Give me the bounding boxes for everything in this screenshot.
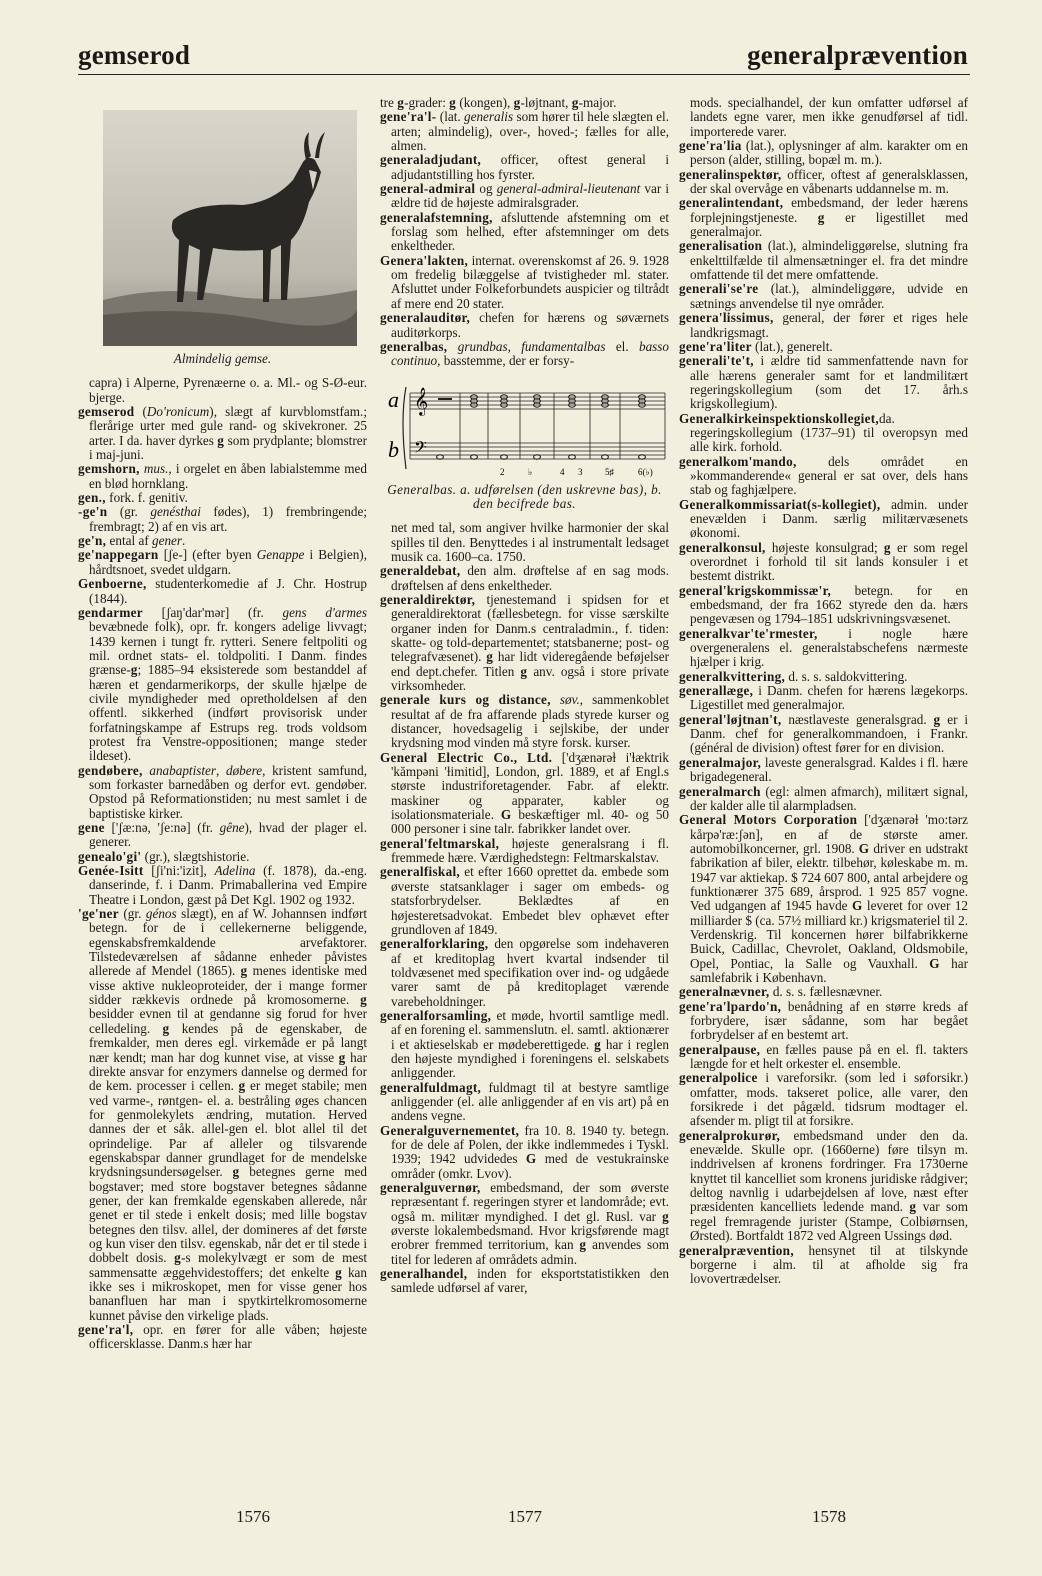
headword: generalmarch (679, 783, 761, 799)
headword: gene'ra'lia (679, 138, 742, 154)
headword: g (338, 1049, 346, 1065)
headword: generalinspektør, (679, 166, 782, 182)
headword: genera'lissimus, (679, 310, 774, 326)
dictionary-entry: gene'ra'liter (lat.), generelt. (679, 338, 833, 354)
dictionary-entry: general'løjtnan't, næstlaveste generalsgrad. g er i Danm. chef for generalkommandoen, i Frankr. (général de division) oftest fører for en division. (679, 711, 968, 756)
entry-list (78, 376, 367, 1351)
headword: g (662, 1208, 669, 1224)
bass-figure: 6(♭) (638, 466, 653, 477)
bass-figure: ♭ (528, 466, 533, 477)
headword: g (571, 95, 579, 110)
headword: generallæge, (679, 683, 754, 699)
bass-note (639, 454, 646, 458)
dictionary-entry: generali'te't, i ældre tid sammenfattende navn for alle hærens generaler samt for et landmilitært regeringskollegium (som det 17. årh.s krigskollegium). (679, 353, 968, 412)
bass-note (471, 454, 478, 458)
dictionary-entry: generalkonsul, højeste konsulgrad; g er som regel overordnet i forhold til sit lands konsuler i et bestemt distrikt. (679, 539, 968, 584)
headword: g (817, 209, 825, 225)
headword: generalkom'mando, (679, 453, 797, 469)
header-rule (78, 74, 970, 75)
headword: g (520, 663, 528, 679)
running-head-first-word: gemserod (78, 40, 191, 70)
dictionary-entry: generalprævention, hensynet til at tilskynde borgerne i alm. til at afholde sig fra lovovertrædelser. (679, 1242, 968, 1287)
headword: g (240, 963, 248, 979)
dictionary-entry: generalinspektør, officer, oftest af generalsklassen, der skal overvåge en våbenarts uddannelse m. m. (679, 166, 968, 197)
italic-term: generalis (464, 109, 514, 125)
italic-term: gener (152, 533, 183, 549)
dictionary-entry: -ge'n (gr. genésthai fødes), 1) frembringende; frembragt; 2) af en vis art. (78, 504, 367, 534)
headword: generalintendant, (679, 195, 784, 211)
dictionary-entry: generalhandel, inden for eksportstatistikken den samlede udførsel af varer, (380, 1266, 669, 1296)
headword: generalfuldmagt, (380, 1079, 482, 1095)
dictionary-entry: generalmarch (egl: almen afmarch), militært signal, der kalder alle til alarmpladsen. (679, 783, 968, 813)
page-number: 1578 (812, 1507, 846, 1526)
dictionary-entry: gemserod (Do'ronicum), slægt af kurvblomstfam.; flerårige urter med gule rand- og skivekroner. 25 arter. I da. haver dyrkes g som prydplante; blomstrer i maj-juni. (78, 404, 367, 463)
dictionary-entry: gendøbere, anabaptister, døbere, kristent samfund, som forkaster barnedåben og derfor evt. gendøber. Opstod på Reformationstiden; nu mest samlet i de baptistiske kirker. (78, 762, 368, 821)
headword: G (500, 807, 512, 823)
dictionary-entry: generalforklaring, den opgørelse som indehaveren af et kreditoplag hvert kvartal indsender til toldvæsenet med specifikation over ind- og udgåede varer samt de på kreditoplaget værende varebeholdninger. (380, 936, 669, 1009)
bass-note (437, 454, 444, 458)
headword: ge'n, (78, 533, 107, 549)
headword: generalprokurør, (679, 1127, 781, 1143)
dictionary-entry: gene'ra'lpardo'n, benådning af en større kreds af forbrydere, især sådanne, som har begået forbrydelser af en bestemt art. (679, 998, 968, 1043)
chamois-photo (103, 110, 357, 346)
dictionary-entry: generalprokurør, embedsmand under den da. enevælde. Skulle opr. (1660erne) føre tilsyn m. inddrivelsen af kronens fordringer. Fra 1730erne knyttet til kancelliet som kronens juridiske rådgiver; deltog navnlig i udarbejdelsen af love, næst efter præsidenten kancelliets ledende mand. g var som regel fremragende jurister (Stampe, Colbiørnsen, Ørsted). Bortfaldt 1872 ved Algreen Ussings død. (679, 1127, 968, 1244)
dictionary-entry: generalforsamling, et møde, hvortil samtlige medl. af en forening el. sammenslutn. el. samtl. aktionærer i et aktieselskab er mødeberettigede. g har i reglen den højeste myndighed i foreningens el. selskabets anliggender. (380, 1007, 669, 1081)
headword: General Motors Corporation (679, 812, 858, 828)
dictionary-entry: genealo'gi' (gr.), slægtshistorie. (78, 848, 250, 864)
music-caption: Generalbas. a. udførelsen (den uskrevne bas), b. den becifrede bas. (387, 481, 662, 511)
dictionary-entry: genera'lissimus, general, der fører et riges hele landkrigsmagt. (679, 310, 968, 340)
dictionary-entry: generalafstemning, afsluttende afstemning om et forslag som helhed, efter afstemninger om dets enkeltheder. (380, 209, 669, 254)
dictionary-entry: generallæge, i Danm. chefen for hærens lægekorps. Ligestillet med generalmajor. (679, 683, 968, 713)
entry-continuation: mods. specialhandel, der kun omfatter udførsel af landets egne varer, men ikke genudførsel af tidl. importerede varer. (690, 95, 968, 139)
headword: Genera'lakten, (380, 252, 469, 268)
headword: general'løjtnan't, (679, 711, 782, 727)
dictionary-entry: generalnævner, d. s. s. fællesnævner. (679, 984, 883, 1000)
headword: gemshorn, (78, 461, 140, 477)
headword: gene (78, 820, 105, 835)
dictionary-entry: Genboerne, studenterkomedie af J. Chr. Hostrup (1844). (78, 576, 367, 606)
bass-figure: 4 (560, 466, 565, 477)
italic-term: general-admiral-lieutenant (496, 181, 641, 197)
dictionary-entry: Genée-Isitt [ʃi'ni:'izit], Adelina (f. 1878), da.-eng. danserinde, f. i Danm. Primaballerina ved Empire Theatre i London, gæst på Det Kgl. 1902 og 1932. (78, 863, 367, 907)
dictionary-entry: General Electric Co., Ltd. ['dʒænərəɫ i'ɫæktrik 'kămpəni 'ɫimitid], London, grl. 1889, et af Engl.s største industriforetagender. Fabr. af elektr. maskiner og apparater, kabler og isolationsmateriale. G beskæftiger ml. 40- og 50 000 personer i sine talr. fabrikker landet over. (380, 749, 670, 837)
dictionary-entry: generalkvittering, d. s. s. saldokvittering. (679, 668, 908, 684)
italic-term: Adelina (214, 863, 256, 879)
dictionary-entry: general'feltmarskal, højeste generalsrang i fl. fremmede hære. Værdighedstegn: Feltmarskalstav. (380, 835, 669, 866)
headword: G (929, 955, 940, 971)
dictionary-entry: gen., fork. f. genitiv. (78, 490, 188, 506)
headword: Generalkommissariat(s-kollegiet), (679, 496, 881, 512)
entry-continuation: net med tal, som angiver hvilke harmonier der skal spilles til den. Benyttedes i al instrumentalt ledsaget musik ca. 1600–ca. 1750. (391, 520, 669, 564)
headword: generalafstemning, (380, 209, 493, 225)
page-number: 1577 (508, 1507, 542, 1526)
entry-list (380, 521, 669, 1296)
dictionary-entry: generalguvernør, embedsmand, der som øverste repræsentant f. regeringen styrer et landområde; evt. også m. militær myndighed. I det gl. Rusl. var g øverste lokalembedsmand. Hvor krigsførende magt erobrer fremmed territorium, kan g anvendes som titel for lederen af områdets admin. (380, 1180, 669, 1267)
dictionary-entry: generalpolice i vareforsikr. (som led i søforsikr.) omfatter, mods. takseret police, alle varer, den forsikrede i det pågæld. tidsrum modtager el. afsender m. pligt til at forsikre. (679, 1070, 968, 1129)
headword: g (217, 432, 225, 448)
dictionary-entry: generali'se're (lat.), almindeliggøre, udvide en sætnings anvendelse til nye områder. (679, 281, 968, 311)
headword: General Electric Co., Ltd. (380, 749, 553, 765)
dictionary-entry: Genera'lakten, internat. overenskomst af 26. 9. 1928 om fredelig bilæggelse af tvistigheder ml. stater. Afsluttet under Folkeforbundets auspicier og tiltrådt af mere end 20 stater. (380, 252, 669, 311)
headword: Generalguvernementet, (380, 1122, 520, 1138)
headword: gene'ra'lpardo'n, (679, 998, 782, 1014)
headword: g (335, 1264, 343, 1280)
bass-note (501, 454, 508, 458)
headword: g (883, 539, 891, 555)
dictionary-entry: General Motors Corporation ['dʒænərəɫ 'mo:tərz kårpə'ræ:ʃən], en af de største amer. automobilkoncerner, grl. 1908. G driver en udstrakt fabrikation af biler, elektr. tilbehør, køleskabe m. m. 1947 var aktiekap. $ 724 607 800, antal arbejdere og funktionærer 375 689, årsprod. 1 925 857 vogne. Ved udgangen af 1945 havde G leveret for over 12 milliarder $ (ca. 57½ milliard kr.) krigsmateriel til 2. Verdenskrig. Til koncernen hører bilfabrikkerne Buick, Cadillac, Chevrolet, Oakland, Oldsmobile, Opel, Pontiac, la Salle og Vauxhall. G har samlefabrik i København. (679, 812, 969, 985)
headword: generali'te't, (679, 353, 754, 369)
headword: generalpause, (679, 1041, 761, 1057)
column-3 (679, 96, 968, 1287)
dictionary-entry: Generalguvernementet, fra 10. 8. 1940 ty. betegn. for de dele af Polen, der ikke indlemmedes i Tyskl. 1939; 1942 udvidedes G med de vestukrainske områder (omkr. Lvov). (380, 1122, 669, 1181)
dictionary-entry: gene ['ʃæ:nə, 'ʃe:nə] (fr. gêne), hvad der plager el. generer. (78, 820, 367, 850)
headword: generalauditør, (380, 310, 471, 326)
dictionary-entry: general-admiral og general-admiral-lieutenant var i ældre tid de højeste admiralsgrader. (380, 181, 669, 211)
photo-caption: Almindelig gemse. (173, 351, 272, 366)
headword: generalhandel, (380, 1266, 468, 1282)
italic-term: gêne (219, 820, 245, 835)
running-head-last-word: generalprævention (747, 40, 968, 70)
dictionary-entry: generalfuldmagt, fuldmagt til at bestyre samtlige anliggender (el. alle anliggender af en vis art) på en andens vegne. (380, 1079, 669, 1124)
headword: generalforsamling, (380, 1007, 492, 1023)
dictionary-entry: gendarmer [ʃaŋ'dar'mər] (fr. gens d'armes bevæbnede folk), opr. fr. kongers adelige livvagt; 1439 kernen i tungt fr. rytteri. Senere feltpoliti og mil. ordnet stats- el. toldpoliti. I Danm. findes grænse-g; 1885–94 eksisterede som bestanddel af hæren et gendarmerikorps, der skulle hjælpe de civile myndigheder med opretholdelsen af den offentl. sikkerhed (indført provisorisk under forfatningskampe af Estrups reg. trods voldsom protest fra Venstre-oppositionen; mange steder ildeset). (78, 604, 367, 764)
headword: generalkvar'te'rmester, (679, 625, 818, 641)
headword: G (525, 1151, 537, 1167)
headword: generaladjudant, (380, 152, 482, 168)
dictionary-entry: generalkvar'te'rmester, i nogle hære overgeneralens el. generalstabschefens nærmeste hjælper i krig. (679, 625, 968, 670)
italic-term: Genappe (256, 547, 305, 563)
headword: g (360, 992, 367, 1008)
headword: ge'nappegarn (78, 547, 159, 563)
dictionary-entry: generaldebat, den alm. drøftelse af en sag mods. drøftelsen af dens enkeltheder. (380, 563, 669, 593)
headword: gene'ra'liter (679, 338, 752, 354)
headword: G (858, 840, 870, 856)
headword: -ge'n (78, 504, 108, 520)
headword: gemserod (78, 404, 135, 420)
headword: generaldebat, (380, 563, 461, 579)
dictionary-entry: generaldirektør, tjenestemand i spidsen for et generaldirektorat (fællesbetegn. for visse særskilte organer inden for Danm.s centraladmin., f. tiden: skatte- og told-departementet; statsbanerne; post- og telegrafvæsenet). g har lidt videregående beføjelser end dept.chefer. Titlen g anv. også i store private virksomheder. (380, 591, 669, 693)
headword: Genée-Isitt (78, 863, 144, 879)
headword: generalbas, (380, 338, 448, 354)
italic-term: basso continuo (391, 338, 670, 369)
italic-term: genésthai (150, 504, 201, 520)
dictionary-entry: gemshorn, mus., i orgelet en åben labialstemme med en blød hornklang. (78, 461, 367, 491)
bass-clef-icon: 𝄢 (414, 436, 427, 461)
headword: g (513, 95, 521, 110)
dictionary-entry: generalmajor, laveste generalsgrad. Kaldes i fl. hære brigadegeneral. (679, 754, 968, 785)
dictionary-entry: gene'ra'lia (lat.), oplysninger af alm. karakter om en person (alder, stilling, bopæl m. m.). (679, 138, 968, 168)
dictionary-entry: generale kurs og distance, søv., sammenkoblet resultat af de fra affarende plads styrede kurser og distancer, hovedsagelig i sejlskibe, der under krydsning mod vinden må styre forsk. kurser. (380, 692, 669, 751)
headword: g (594, 1036, 602, 1052)
headword: g (579, 1237, 587, 1253)
bass-figure: 5♯ (605, 466, 614, 477)
italic-term: gens d'armes (282, 604, 367, 620)
dictionary-entry: gene'ra'l, opr. en fører for alle våben; højeste officersklasse. Danm.s hær har (78, 1322, 367, 1352)
italic-term: mus. (143, 461, 169, 477)
dictionary-entry: generalpause, en fælles pause på en el. fl. takters længde for et helt orkester el. ensemble. (679, 1041, 968, 1072)
dictionary-entry: gene'ra'l- (lat. generalis som hører til hele slægten el. arten; almindelig), over-, hoved-; fælles for alle, almen. (380, 109, 669, 154)
italic-term: grundbas (457, 338, 508, 354)
headword: generalnævner, (679, 984, 770, 1000)
bass-note (534, 454, 541, 458)
italic-term: anabaptister (149, 762, 217, 778)
headword: gene'ra'l, (78, 1322, 134, 1338)
headword: g (232, 1164, 240, 1180)
headword: g (174, 1250, 182, 1266)
entry-list (679, 96, 968, 1287)
dictionary-entry: 'ge'ner (gr. génos slægt), en af W. Johannsen indført betegn. for de i cellekernerne beliggende, egenskabsfremkaldende arvefaktorer. Tilstedeværelsen af sådanne enheder påvistes allerede af Mendel (1865). g menes identiske med visse aktive nukleoproteider, der i mange former sidder rækkevis ordnede på kromosomerne. g besidder evnen til at gendanne sig forud for hver celledeling. g kendes på de egenskaber, de fremkalder, men deres egl. virkemåde er på langt nær kendt; man har dog kunnet vise, at visse g har direkte ansvar for enzymers dannelse og dermed for de kem. processer i cellen. g er meget stabile; men ved varme-, røntgen- el. a. bestråling øges chancen for genmolekylets ændring, mutation. Herved dannes der et såk. allel-gen el. blot allel til det oprindelige. Par af alleler og tilsvarende egenskabspar danner grundlaget for de mendelske krydsningsundersøgelser. g betegnes gerne med bogstaver; med store bogstaver betegnes sådanne gener, der kan fremkalde egenskaben allerede, når genet er til stede i enkelt dosis; med lille bogstav betegnes den tilsv. allel, der domineres af det første og kun viser den tilsv. egenskab, når det er til stede i dobbelt dosis. g-s molekylvægt er som de mest sammensatte æggehvidestoffers; det enkelte g kan ikke ses i mikroskopet, men for visse gener hos bananfluen har man i spytkirtelkromosomerne kunnet påvise den virkelige plads. (78, 906, 367, 1323)
headword: generalguvernør, (380, 1180, 481, 1196)
dictionary-entry: generalfiskal, et efter 1660 oprettet da. embede som øverste statsanklager i sager om embeds- og statsforbrydelser. Beklædtes af en højesteretsadvokat. Embedet blev ophævet efter grundloven af 1849. (380, 864, 669, 937)
headword: g (130, 662, 138, 678)
headword: g (238, 1078, 246, 1094)
dictionary-entry: generaladjudant, officer, oftest general i adjudantstilling hos fyrster. (380, 152, 669, 182)
headword: generale kurs og distance, (380, 692, 551, 708)
headword: g (397, 95, 405, 110)
dictionary-entry: generalintendant, embedsmand, der leder hærens forplejningstjeneste. g er ligestillet med generalmajor. (679, 195, 968, 240)
headword: general-admiral (380, 181, 476, 197)
headword: g (486, 649, 494, 665)
headword: gendøbere, (78, 762, 143, 778)
staff-label-b: b (388, 436, 399, 462)
headword: gendarmer (78, 604, 143, 620)
headword: general'krigskommissæ'r, (679, 582, 832, 598)
headword: generali'se're (679, 281, 759, 297)
headword: generalfiskal, (380, 864, 461, 880)
headword: g (162, 1020, 170, 1036)
italic-term: fundamentalbas (521, 338, 606, 354)
headword: Genboerne, (78, 576, 147, 592)
headword: generalforklaring, (380, 936, 489, 952)
headword: 'ge'ner (78, 906, 119, 922)
italic-term: søv. (559, 692, 580, 708)
page-number: 1576 (236, 1507, 270, 1526)
italic-term: Do'ronicum (146, 404, 210, 420)
headword: gen., (78, 490, 106, 506)
treble-clef-icon: 𝄞 (414, 386, 429, 415)
entry-list (380, 96, 669, 369)
headword: genealo'gi' (78, 848, 142, 864)
headword: generalpolice (679, 1070, 758, 1086)
dictionary-entry: generalkom'mando, dels området en »kommanderende« general er sat over, dels hans stab og faghjælpere. (679, 453, 968, 498)
headword: g (449, 95, 457, 110)
staff-label-a: a (388, 386, 399, 412)
dictionary-entry: generalisation (lat.), almindeliggørelse, slutning fra enkelttilfælde til almensætninger el. fra det mindre omfattende til det mere omfattende. (679, 238, 968, 283)
bass-note (569, 454, 576, 458)
headword: g (933, 711, 941, 727)
dictionary-entry: ge'nappegarn [ʃe-] (efter byen Genappe i Belgien), hårdtsnoet, svedet uldgarn. (78, 547, 367, 577)
headword: generaldirektør, (380, 591, 476, 607)
headword: Generalkirkeinspektionskollegiet, (679, 410, 880, 426)
italic-term: génos (145, 906, 177, 922)
headword: generalkonsul, (679, 539, 766, 555)
headword: gene'ra'l- (380, 109, 437, 125)
entry-continuation: capra) i Alperne, Pyrenæerne o. a. Ml.- og S-Ø-eur. bjerge. (89, 375, 367, 405)
column-2 (380, 96, 669, 1296)
dictionary-entry: generalauditør, chefen for hærens og søværnets auditørkorps. (380, 310, 669, 340)
bass-figure: 2 (500, 466, 505, 477)
headword: generalprævention, (679, 1242, 794, 1258)
dictionary-entry: Generalkommissariat(s-kollegiet), admin. under enevælden i Danm. særlig militærvæsenets økonomi. (679, 496, 968, 541)
headword: g (909, 1199, 917, 1215)
headword: generalmajor, (679, 754, 762, 770)
headword: generalisation (679, 238, 763, 254)
dictionary-entry: ge'n, ental af gener. (78, 533, 186, 549)
dictionary-entry: tre g-grader: g (kongen), g-løjtnant, g-major. (380, 95, 617, 110)
bass-note (602, 454, 609, 458)
dictionary-entry: generalbas, grundbas, fundamentalbas el. basso continuo, basstemme, der er forsy- (380, 338, 670, 369)
bass-figure: 3 (578, 466, 583, 477)
brace (403, 387, 406, 469)
figured-bass-music-example (380, 379, 669, 479)
headword: generalkvittering, (679, 668, 786, 684)
headword: general'feltmarskal, (380, 835, 500, 851)
headword: G (851, 898, 863, 914)
dictionary-entry: general'krigskommissæ'r, betegn. for en embedsmand, der fra 1662 styrede den da. hærs pengevæsen og 1794–1851 udskrivningsvæsenet. (679, 582, 968, 627)
italic-term: døbere (225, 762, 263, 778)
column-1 (78, 110, 367, 1352)
dictionary-entry: Generalkirkeinspektionskollegiet,da. regeringskollegium (1737–91) til overopsyn med alle kirk. forhold. (679, 410, 968, 455)
